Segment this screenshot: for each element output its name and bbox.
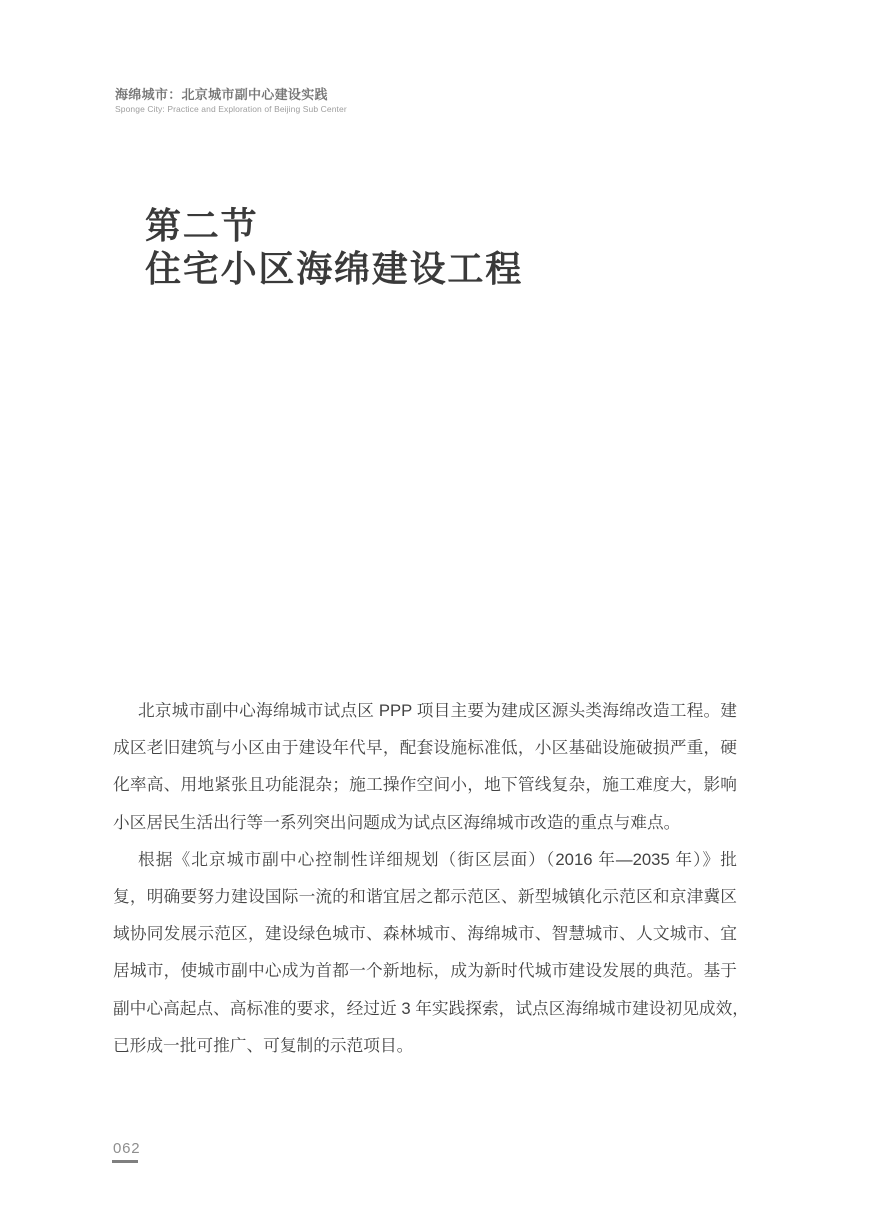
running-header-title-en: Sponge City: Practice and Exploration of Beijing Sub Center [115, 104, 347, 114]
body-line: 北京城市副中心海绵城市试点区 PPP 项目主要为建成区源头类海绵改造工程。建 [138, 701, 737, 720]
body-line: 复，明确要努力建设国际一流的和谐宜居之都示范区、新型城镇化示范区和京津冀区 [113, 887, 737, 907]
section-title: 住宅小区海绵建设工程 [145, 248, 524, 289]
running-header [115, 87, 347, 114]
page-number: 062 [113, 1140, 141, 1157]
section-heading [145, 204, 523, 290]
body-line: 成区老旧建筑与小区由于建设年代早，配套设施标准低，小区基础设施破损严重，硬 [113, 738, 737, 758]
body-line: 小区居民生活出行等一系列突出问题成为试点区海绵城市改造的重点与难点。 [113, 812, 681, 832]
body-line: 已形成一批可推广、可复制的示范项目。 [113, 1035, 414, 1055]
section-number: 第二节 [145, 205, 259, 246]
body-paragraphs [113, 692, 749, 1064]
body-line: 根据《北京城市副中心控制性详细规划（街区层面）（2016 年—2035 年）》批 [138, 849, 737, 869]
body-line: 居城市，使城市副中心成为首都一个新地标，成为新时代城市建设发展的典范。基于 [113, 961, 737, 981]
body-line: 化率高、用地紧张且功能混杂；施工操作空间小，地下管线复杂，施工难度大，影响 [113, 775, 737, 795]
body-line: 副中心高起点、高标准的要求，经过近 3 年实践探索，试点区海绵城市建设初见成效， [113, 998, 749, 1018]
running-header-title-zh: 海绵城市：北京城市副中心建设实践 [115, 87, 328, 102]
body-line: 域协同发展示范区，建设绿色城市、森林城市、海绵城市、智慧城市、人文城市、宜 [113, 924, 737, 944]
page-number-underline [112, 1160, 138, 1163]
